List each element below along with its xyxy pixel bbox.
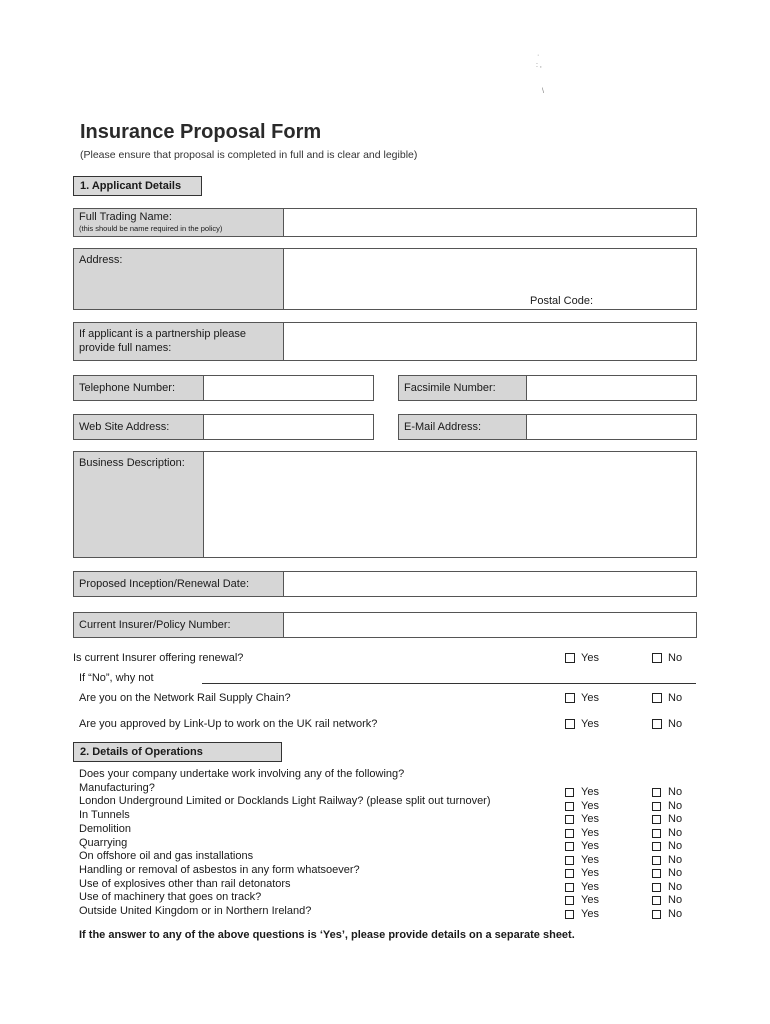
checkbox-icon[interactable] xyxy=(565,788,574,797)
yes-label: Yes xyxy=(581,786,599,798)
operations-intro: Does your company undertake work involving any of the following? xyxy=(79,768,405,780)
operation-yes-option[interactable] xyxy=(565,867,599,881)
network-rail-no-option[interactable] xyxy=(652,692,682,704)
yes-label: Yes xyxy=(581,867,599,879)
email-label: E-Mail Address: xyxy=(399,415,527,439)
operations-no-column xyxy=(652,786,682,921)
operations-yes-column xyxy=(565,786,599,921)
checkbox-icon[interactable] xyxy=(565,829,574,838)
operation-no-option[interactable] xyxy=(652,881,682,895)
network-rail-yes-option[interactable] xyxy=(565,692,599,704)
operation-item: Use of explosives other than rail detonators xyxy=(79,877,291,890)
telephone-label: Telephone Number: xyxy=(74,376,204,400)
checkbox-icon[interactable] xyxy=(652,653,662,663)
full-trading-name-text: Full Trading Name: xyxy=(79,211,172,223)
website-label: Web Site Address: xyxy=(74,415,204,439)
operation-yes-option[interactable] xyxy=(565,827,599,841)
no-label: No xyxy=(668,692,683,704)
renewal-no-option[interactable] xyxy=(652,652,682,664)
no-label: No xyxy=(668,907,683,920)
checkbox-icon[interactable] xyxy=(565,815,574,824)
no-label: No xyxy=(668,652,683,664)
if-no-answer-line[interactable] xyxy=(202,683,696,684)
link-up-yes-option[interactable] xyxy=(565,718,599,730)
checkbox-icon[interactable] xyxy=(652,856,661,865)
page-subtitle: (Please ensure that proposal is completed in full and is clear and legible) xyxy=(80,149,418,161)
no-label: No xyxy=(668,894,683,906)
inception-date-row xyxy=(73,571,697,597)
address-row xyxy=(73,248,697,310)
current-insurer-label: Current Insurer/Policy Number: xyxy=(74,613,284,637)
yes-label: Yes xyxy=(581,880,599,893)
yes-label: Yes xyxy=(581,799,599,812)
checkbox-icon[interactable] xyxy=(652,788,661,797)
if-no-label: If “No”, why not xyxy=(79,672,154,684)
checkbox-icon[interactable] xyxy=(652,802,661,811)
operation-no-option[interactable] xyxy=(652,867,682,881)
operation-no-option[interactable] xyxy=(652,813,682,827)
operation-no-option[interactable] xyxy=(652,854,682,868)
operation-no-option[interactable] xyxy=(652,894,682,908)
business-description-label: Business Description: xyxy=(74,452,204,557)
operation-no-option[interactable] xyxy=(652,840,682,854)
checkbox-icon[interactable] xyxy=(652,829,661,838)
checkbox-icon[interactable] xyxy=(565,842,574,851)
checkbox-icon[interactable] xyxy=(565,869,574,878)
operation-item: Handling or removal of asbestos in any form whatsoever? xyxy=(79,863,360,876)
facsimile-label: Facsimile Number: xyxy=(399,376,527,400)
operation-no-option[interactable] xyxy=(652,786,682,800)
operation-item: Manufacturing? xyxy=(79,781,155,794)
partnership-row xyxy=(73,322,697,361)
operation-item: Use of machinery that goes on track? xyxy=(79,891,262,904)
no-label: No xyxy=(668,880,683,893)
email-input[interactable] xyxy=(527,415,696,439)
operation-item: Outside United Kingdom or in Northern Ireland? xyxy=(79,905,312,918)
operation-yes-option[interactable] xyxy=(565,813,599,827)
checkbox-icon[interactable] xyxy=(565,883,574,892)
yes-label: Yes xyxy=(581,692,599,704)
checkbox-icon[interactable] xyxy=(652,815,661,824)
telephone-input[interactable] xyxy=(204,376,373,400)
full-trading-name-row xyxy=(73,208,697,237)
address-label: Address: xyxy=(74,249,284,309)
checkbox-icon[interactable] xyxy=(565,856,574,865)
yes-label: Yes xyxy=(581,907,599,920)
no-label: No xyxy=(668,813,683,825)
yes-label: Yes xyxy=(581,894,599,906)
no-label: No xyxy=(668,799,683,812)
no-label: No xyxy=(668,826,683,839)
operation-item: Quarrying xyxy=(79,836,128,849)
link-up-question: Are you approved by Link-Up to work on the UK rail network? xyxy=(79,718,378,730)
operation-yes-option[interactable] xyxy=(565,840,599,854)
full-trading-name-note: (this should be name required in the policy) xyxy=(79,224,223,233)
operation-item: In Tunnels xyxy=(79,809,130,822)
network-rail-question: Are you on the Network Rail Supply Chain? xyxy=(79,692,291,704)
checkbox-icon[interactable] xyxy=(652,719,662,729)
checkbox-icon[interactable] xyxy=(652,869,661,878)
operation-no-option[interactable] xyxy=(652,800,682,814)
business-description-row xyxy=(73,451,697,558)
full-trading-name-label xyxy=(74,209,284,236)
section-heading-operations: 2. Details of Operations xyxy=(73,742,282,762)
facsimile-input[interactable] xyxy=(527,376,696,400)
telephone-row xyxy=(73,375,374,401)
checkbox-icon[interactable] xyxy=(652,842,661,851)
checkbox-icon[interactable] xyxy=(565,693,575,703)
page-title: Insurance Proposal Form xyxy=(80,121,322,143)
checkbox-icon[interactable] xyxy=(565,719,575,729)
operation-item: Demolition xyxy=(79,822,131,835)
yes-label: Yes xyxy=(581,813,599,825)
inception-date-label: Proposed Inception/Renewal Date: xyxy=(74,572,284,596)
operation-yes-option[interactable] xyxy=(565,881,599,895)
checkbox-icon[interactable] xyxy=(652,883,661,892)
no-label: No xyxy=(668,840,683,852)
operation-item: London Underground Limited or Docklands Light Railway? (please split out turnover) xyxy=(79,795,491,808)
operation-yes-option[interactable] xyxy=(565,800,599,814)
operation-no-option[interactable] xyxy=(652,908,682,922)
website-row xyxy=(73,414,374,440)
current-insurer-row xyxy=(73,612,697,638)
checkbox-icon[interactable] xyxy=(565,802,574,811)
scan-artifact: : , xyxy=(536,62,542,69)
operation-yes-option[interactable] xyxy=(565,908,599,922)
checkbox-icon[interactable] xyxy=(565,896,574,905)
details-note: If the answer to any of the above questions is ‘Yes’, please provide details on a separate sheet. xyxy=(79,929,575,941)
checkbox-icon[interactable] xyxy=(565,910,574,919)
operation-yes-option[interactable] xyxy=(565,894,599,908)
yes-label: Yes xyxy=(581,718,599,730)
link-up-no-option[interactable] xyxy=(652,718,682,730)
website-input[interactable] xyxy=(204,415,373,439)
business-description-input[interactable] xyxy=(204,452,696,557)
operations-list xyxy=(79,768,491,919)
operation-item: On offshore oil and gas installations xyxy=(79,850,254,863)
no-label: No xyxy=(668,718,683,730)
facsimile-row xyxy=(398,375,697,401)
yes-label: Yes xyxy=(581,826,599,839)
email-row xyxy=(398,414,697,440)
scan-artifact: \ xyxy=(542,88,544,95)
renewal-question: Is current Insurer offering renewal? xyxy=(73,652,244,664)
yes-label: Yes xyxy=(581,853,599,866)
postal-code-label: Postal Code: xyxy=(530,295,593,307)
operation-yes-option[interactable] xyxy=(565,786,599,800)
no-label: No xyxy=(668,786,683,798)
scan-artifact: · xyxy=(537,52,540,59)
partnership-input[interactable] xyxy=(284,323,696,360)
operation-no-option[interactable] xyxy=(652,827,682,841)
inception-date-input[interactable] xyxy=(284,572,696,596)
checkbox-icon[interactable] xyxy=(652,693,662,703)
checkbox-icon[interactable] xyxy=(565,653,575,663)
no-label: No xyxy=(668,853,683,866)
no-label: No xyxy=(668,867,683,879)
operation-yes-option[interactable] xyxy=(565,854,599,868)
section-heading-applicant: 1. Applicant Details xyxy=(73,176,202,196)
full-trading-name-input[interactable] xyxy=(284,209,696,236)
renewal-yes-option[interactable] xyxy=(565,652,599,664)
checkbox-icon[interactable] xyxy=(652,910,661,919)
partnership-label: If applicant is a partnership please provide full names: xyxy=(74,323,284,360)
yes-label: Yes xyxy=(581,652,599,664)
current-insurer-input[interactable] xyxy=(284,613,696,637)
checkbox-icon[interactable] xyxy=(652,896,661,905)
address-input[interactable] xyxy=(284,249,696,309)
yes-label: Yes xyxy=(581,840,599,852)
